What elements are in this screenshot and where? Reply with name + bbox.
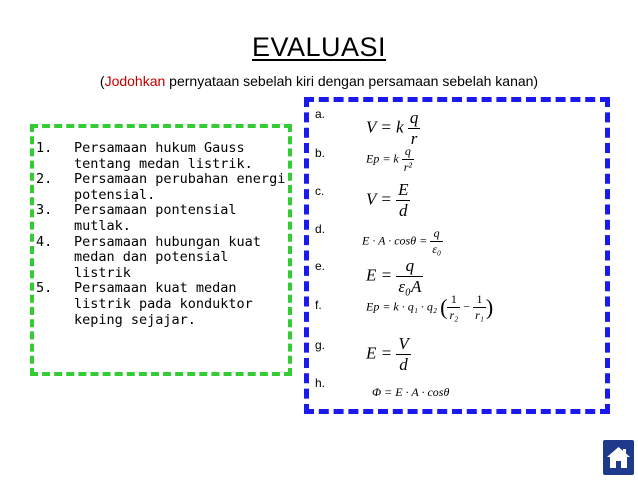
equation-f: Ep = k · q₁ · q₂ ( $\frac{1}{\text{r₂}}$ − $\frac{1}{\text{r₁}}$ ) [366, 292, 494, 322]
option-label-e: e. [315, 259, 326, 273]
option-label-f: f. [315, 298, 322, 312]
statement-item-4: 4. Persamaan hubungan kuat medan dan potensial listrik [36, 233, 261, 281]
page-title: EVALUASI [251, 32, 387, 62]
equation-a: V = k $\frac{q}{r}$ [366, 108, 419, 148]
equation-e: E = $\frac{q}{\text{ε₀A}}$ [366, 256, 422, 296]
equation-b: Ep = k $\frac{q}{\text{r²}}$ [366, 144, 413, 174]
instruction-text: (Jodohkan pernyataan sebelah kiri dengan persamaan sebelah kanan) [99, 73, 539, 89]
home-button[interactable] [603, 440, 634, 475]
option-label-d: d. [315, 222, 326, 236]
option-label-a: a. [315, 107, 326, 121]
option-label-h: h. [315, 376, 326, 390]
home-icon [603, 440, 634, 475]
equation-c: V = $\frac{E}{d}$ [366, 180, 409, 220]
option-label-c: c. [315, 184, 325, 198]
highlight-word: Jodohkan [104, 73, 166, 89]
statement-item-1: 1. Persamaan hukum Gauss tentang medan listrik. [36, 140, 253, 172]
equation-g: E = $\frac{V}{d}$ [366, 334, 409, 374]
statement-item-2: 2. Persamaan perubahan energi potensial. [36, 171, 286, 203]
equation-h: Φ = E · A · cosθ [372, 385, 450, 399]
option-label-g: g. [315, 338, 326, 352]
option-label-b: b. [315, 146, 326, 160]
equation-d: E · A · cosθ = $\frac{q}{\text{ε₀}}$ [362, 226, 442, 256]
statement-item-3: 3. Persamaan pontensial mutlak. [36, 202, 237, 234]
equations-frame [304, 97, 610, 414]
statement-list [36, 141, 291, 328]
statement-item-5: 5. Persamaan kuat medan listrik pada konduktor keping sejajar. [36, 280, 253, 328]
